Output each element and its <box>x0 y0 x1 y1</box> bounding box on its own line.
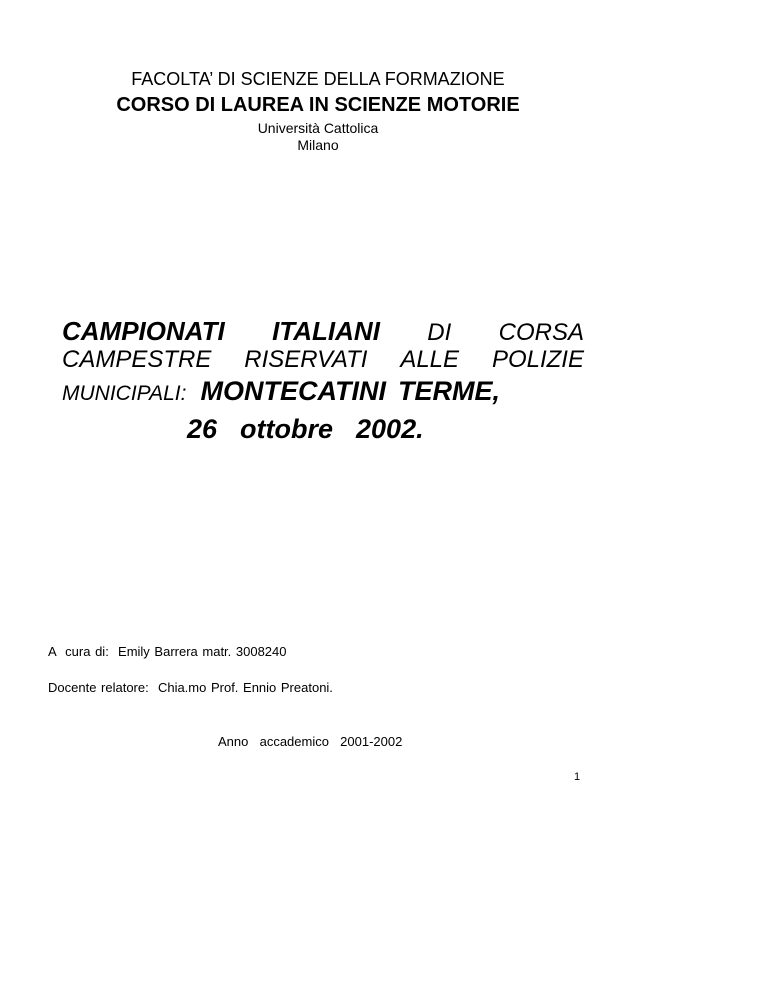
title-word: CAMPIONATI <box>62 316 225 346</box>
title-word: ALLE <box>400 346 460 373</box>
title-word: TERME, <box>397 376 500 406</box>
curator-line: A cura di: Emily Barrera matr. 3008240 <box>48 644 287 659</box>
title-word: ITALIANI <box>272 316 380 346</box>
title-word: MONTECATINI <box>200 376 386 406</box>
title-word: POLIZIE <box>491 346 584 373</box>
title-word: CAMPESTRE <box>62 346 212 373</box>
course-heading: CORSO DI LAUREA IN SCIENZE MOTORIE <box>116 94 520 116</box>
title-date: 26 ottobre 2002. <box>187 414 424 444</box>
university-name: Università Cattolica <box>257 120 379 136</box>
title-word: CORSA <box>498 319 584 346</box>
supervisor-line: Docente relatore: Chia.mo Prof. Ennio Preatoni. <box>48 680 333 695</box>
title-word: RISERVATI <box>244 346 368 373</box>
faculty-heading: FACOLTA’ DI SCIENZE DELLA FORMAZIONE <box>131 69 505 89</box>
page-number: 1 <box>574 771 581 783</box>
academic-year: Anno accademico 2001-2002 <box>218 734 403 749</box>
city-name: Milano <box>297 137 339 153</box>
title-word: DI <box>427 319 452 346</box>
title-word: MUNICIPALI: <box>62 382 187 405</box>
title-line-3 <box>62 376 584 416</box>
